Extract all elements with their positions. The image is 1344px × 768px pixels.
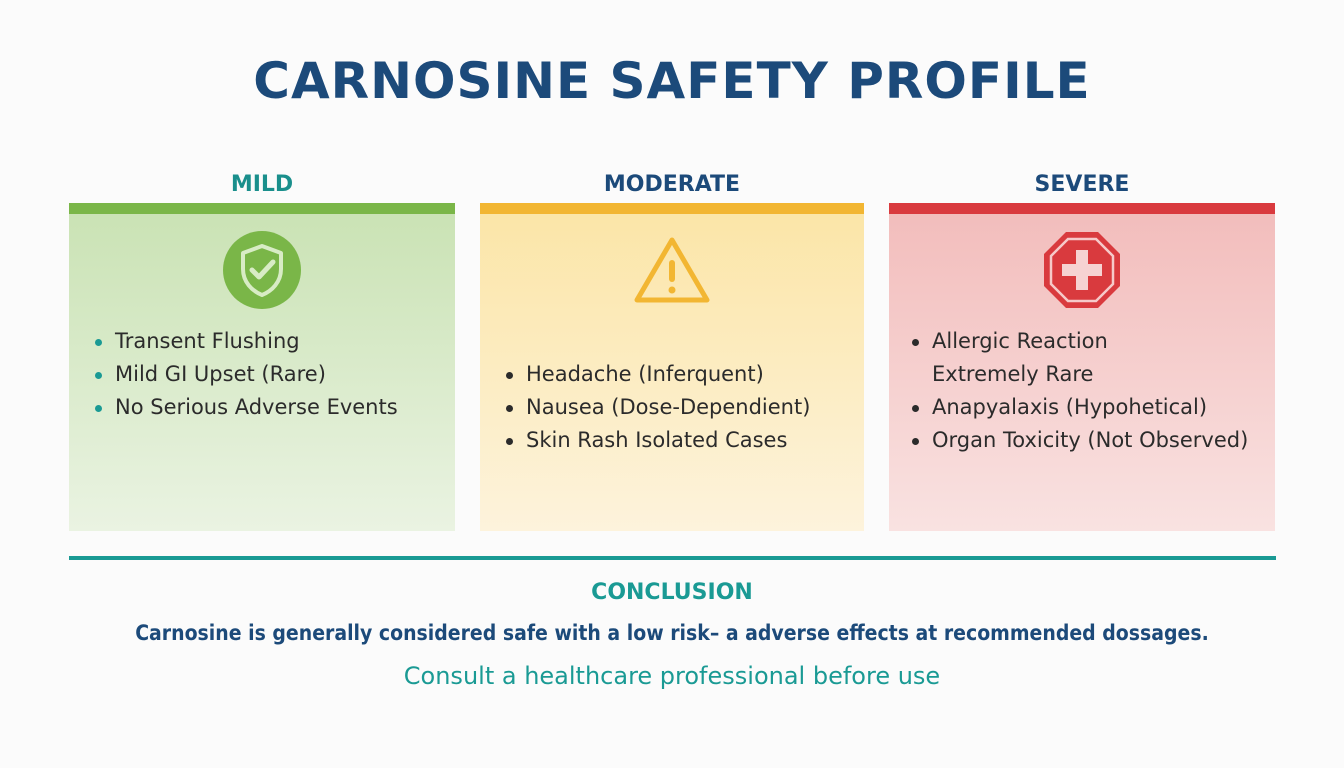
severe-panel	[889, 203, 1275, 531]
list-item: No Serious Adverse Events	[93, 391, 398, 424]
list-item: Anapyalaxis (Hypohetical)	[910, 391, 1248, 424]
warning-triangle-icon	[632, 230, 712, 310]
mild-panel	[69, 203, 455, 531]
mild-heading: MILD	[230, 172, 294, 197]
moderate-heading: MODERATE	[603, 172, 741, 197]
list-item: Mild GI Upset (Rare)	[93, 358, 398, 391]
stop-medical-cross-icon	[1042, 230, 1122, 310]
severe-bar	[889, 203, 1275, 214]
moderate-bar	[480, 203, 864, 214]
severe-list	[910, 325, 1248, 457]
list-item: Nausea (Dose-Dependient)	[504, 391, 810, 424]
list-item: Transent Flushing	[93, 325, 398, 358]
mild-list	[93, 325, 398, 424]
conclusion-note: Consult a healthcare professional before use	[403, 662, 941, 690]
moderate-panel	[480, 203, 864, 531]
moderate-list	[504, 358, 810, 457]
divider	[69, 556, 1276, 560]
list-item: Organ Toxicity (Not Observed)	[910, 424, 1248, 457]
mild-bar	[69, 203, 455, 214]
shield-check-icon	[222, 230, 302, 310]
list-item: Headache (Inferquent)	[504, 358, 810, 391]
list-item: Skin Rash Isolated Cases	[504, 424, 810, 457]
severe-heading: SEVERE	[1034, 172, 1130, 197]
list-item: Allergic Reaction	[910, 325, 1248, 358]
list-item: Extremely Rare	[932, 362, 1094, 386]
page-title: CARNOSINE SAFETY PROFILE	[253, 52, 1091, 110]
conclusion-heading: CONCLUSION	[591, 580, 753, 605]
conclusion-text: Carnosine is generally considered safe with a low risk– a adverse effects at recommended dossages.	[135, 621, 1209, 645]
